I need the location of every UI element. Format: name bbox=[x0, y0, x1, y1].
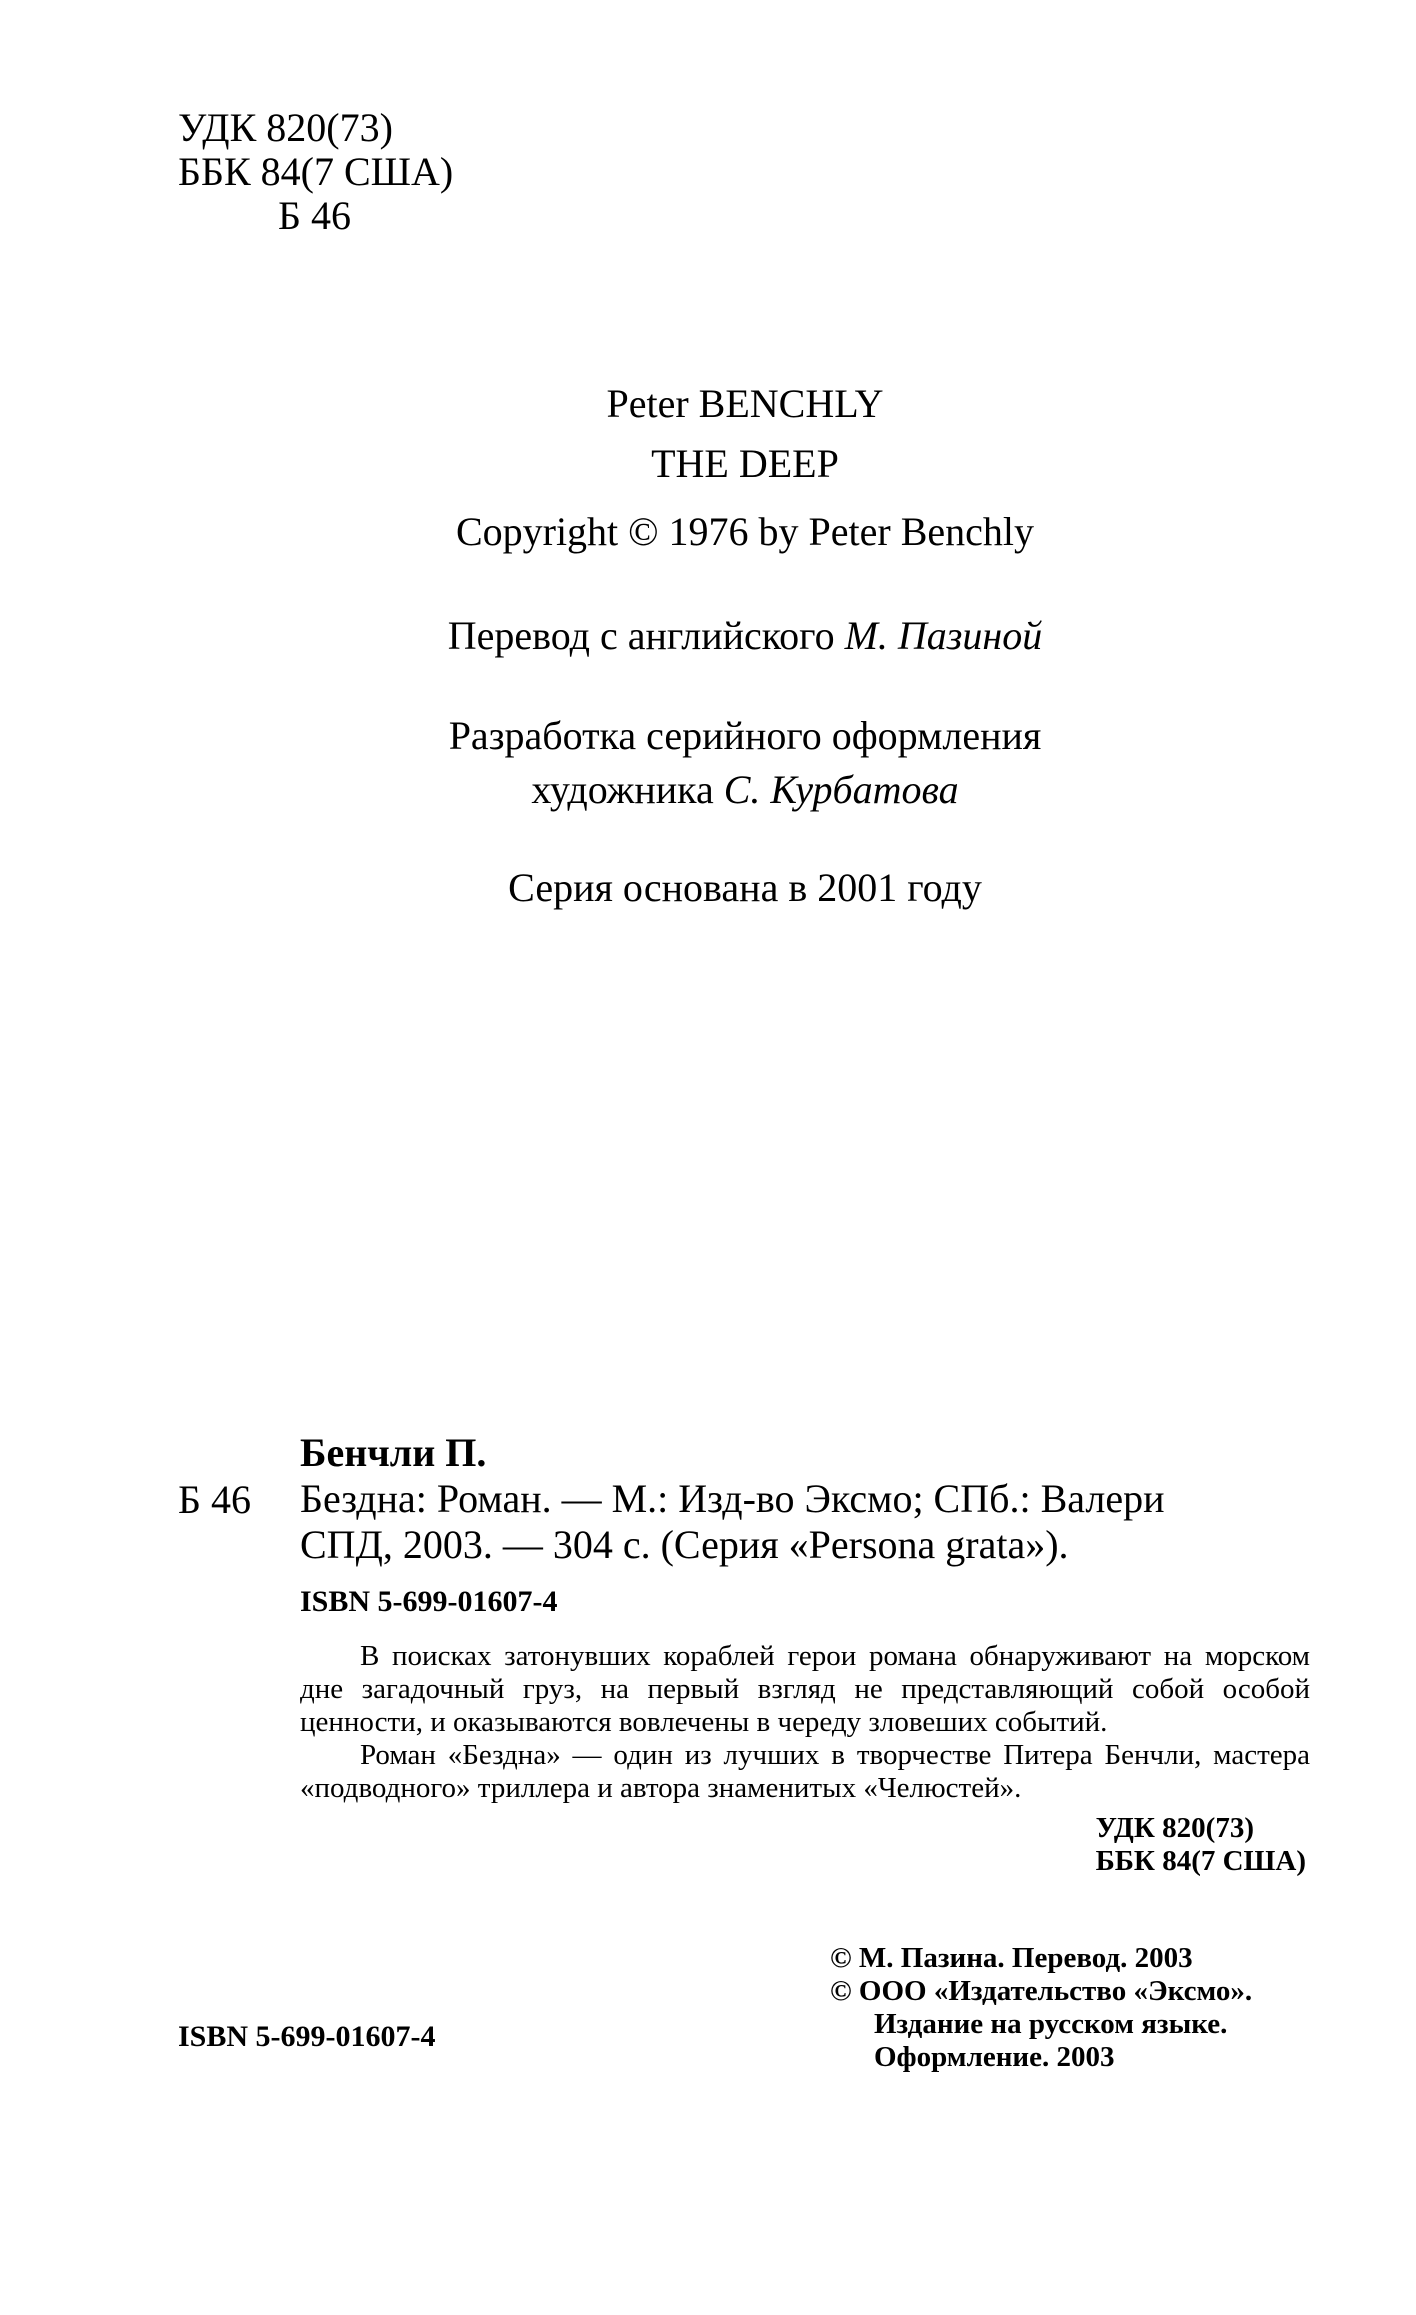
translation-prefix: Перевод с английского bbox=[447, 613, 835, 658]
classification-header bbox=[178, 106, 453, 238]
copyright-notices bbox=[830, 1942, 1252, 2074]
series-founded: Серия основана в 2001 году bbox=[508, 865, 982, 910]
designer-name: С. Курбатова bbox=[723, 767, 959, 812]
bibliographic-record bbox=[300, 1430, 1310, 1568]
bibliographic-description-line1: Бездна: Роман. — М.: Изд-во Эксмо; СПб.: Валери bbox=[300, 1476, 1165, 1521]
classification-footer bbox=[1096, 1812, 1306, 1878]
bibliographic-code: Б 46 bbox=[178, 1477, 251, 1522]
bbk-code: ББК 84(7 США) bbox=[178, 149, 454, 194]
original-title: THE DEEP bbox=[651, 441, 839, 486]
translation-credit bbox=[0, 612, 1416, 659]
annotation bbox=[300, 1640, 1310, 1805]
copyright-publisher: © ООО «Издательство «Эксмо». bbox=[830, 1975, 1253, 2007]
design-prefix: художника bbox=[531, 767, 714, 812]
original-copyright: Copyright © 1976 by Peter Benchly bbox=[455, 509, 1035, 554]
original-author: Peter BENCHLY bbox=[606, 381, 884, 426]
bibliographic-description-line2: СПД, 2003. — 304 с. (Серия «Persona grata»). bbox=[300, 1522, 1069, 1567]
udk-code-bottom: УДК 820(73) bbox=[1095, 1812, 1254, 1844]
annotation-paragraph-1: В поисках затонувших кораблей герои романа обнаруживают на морском дне загадочный груз, на первый взгляд не представляющий собой особой ценности, и оказываются вовлечены в череду зловеших событий. bbox=[300, 1640, 1310, 1738]
translator-name: М. Пазиной bbox=[844, 613, 1043, 658]
annotation-paragraph-2: Роман «Бездна» — один из лучших в творчестве Питера Бенчли, мастера «подводного» триллера и автора знаменитых «Челюстей». bbox=[300, 1739, 1310, 1804]
isbn-footer: ISBN 5-699-01607-4 bbox=[178, 2020, 436, 2053]
design-credit-line2 bbox=[0, 766, 1416, 813]
author-mark: Б 46 bbox=[278, 193, 351, 238]
isbn: ISBN 5-699-01607-4 bbox=[300, 1585, 558, 1618]
bbk-code-bottom: ББК 84(7 США) bbox=[1095, 1845, 1306, 1877]
design-credit-line1: Разработка серийного оформления bbox=[448, 713, 1042, 758]
udk-code: УДК 820(73) bbox=[178, 105, 393, 150]
copyright-translation: © М. Пазина. Перевод. 2003 bbox=[830, 1942, 1193, 1974]
bibliographic-author: Бенчли П. bbox=[300, 1430, 487, 1475]
copyright-design: Оформление. 2003 bbox=[874, 2041, 1115, 2073]
copyright-edition: Издание на русском языке. bbox=[874, 2008, 1228, 2040]
